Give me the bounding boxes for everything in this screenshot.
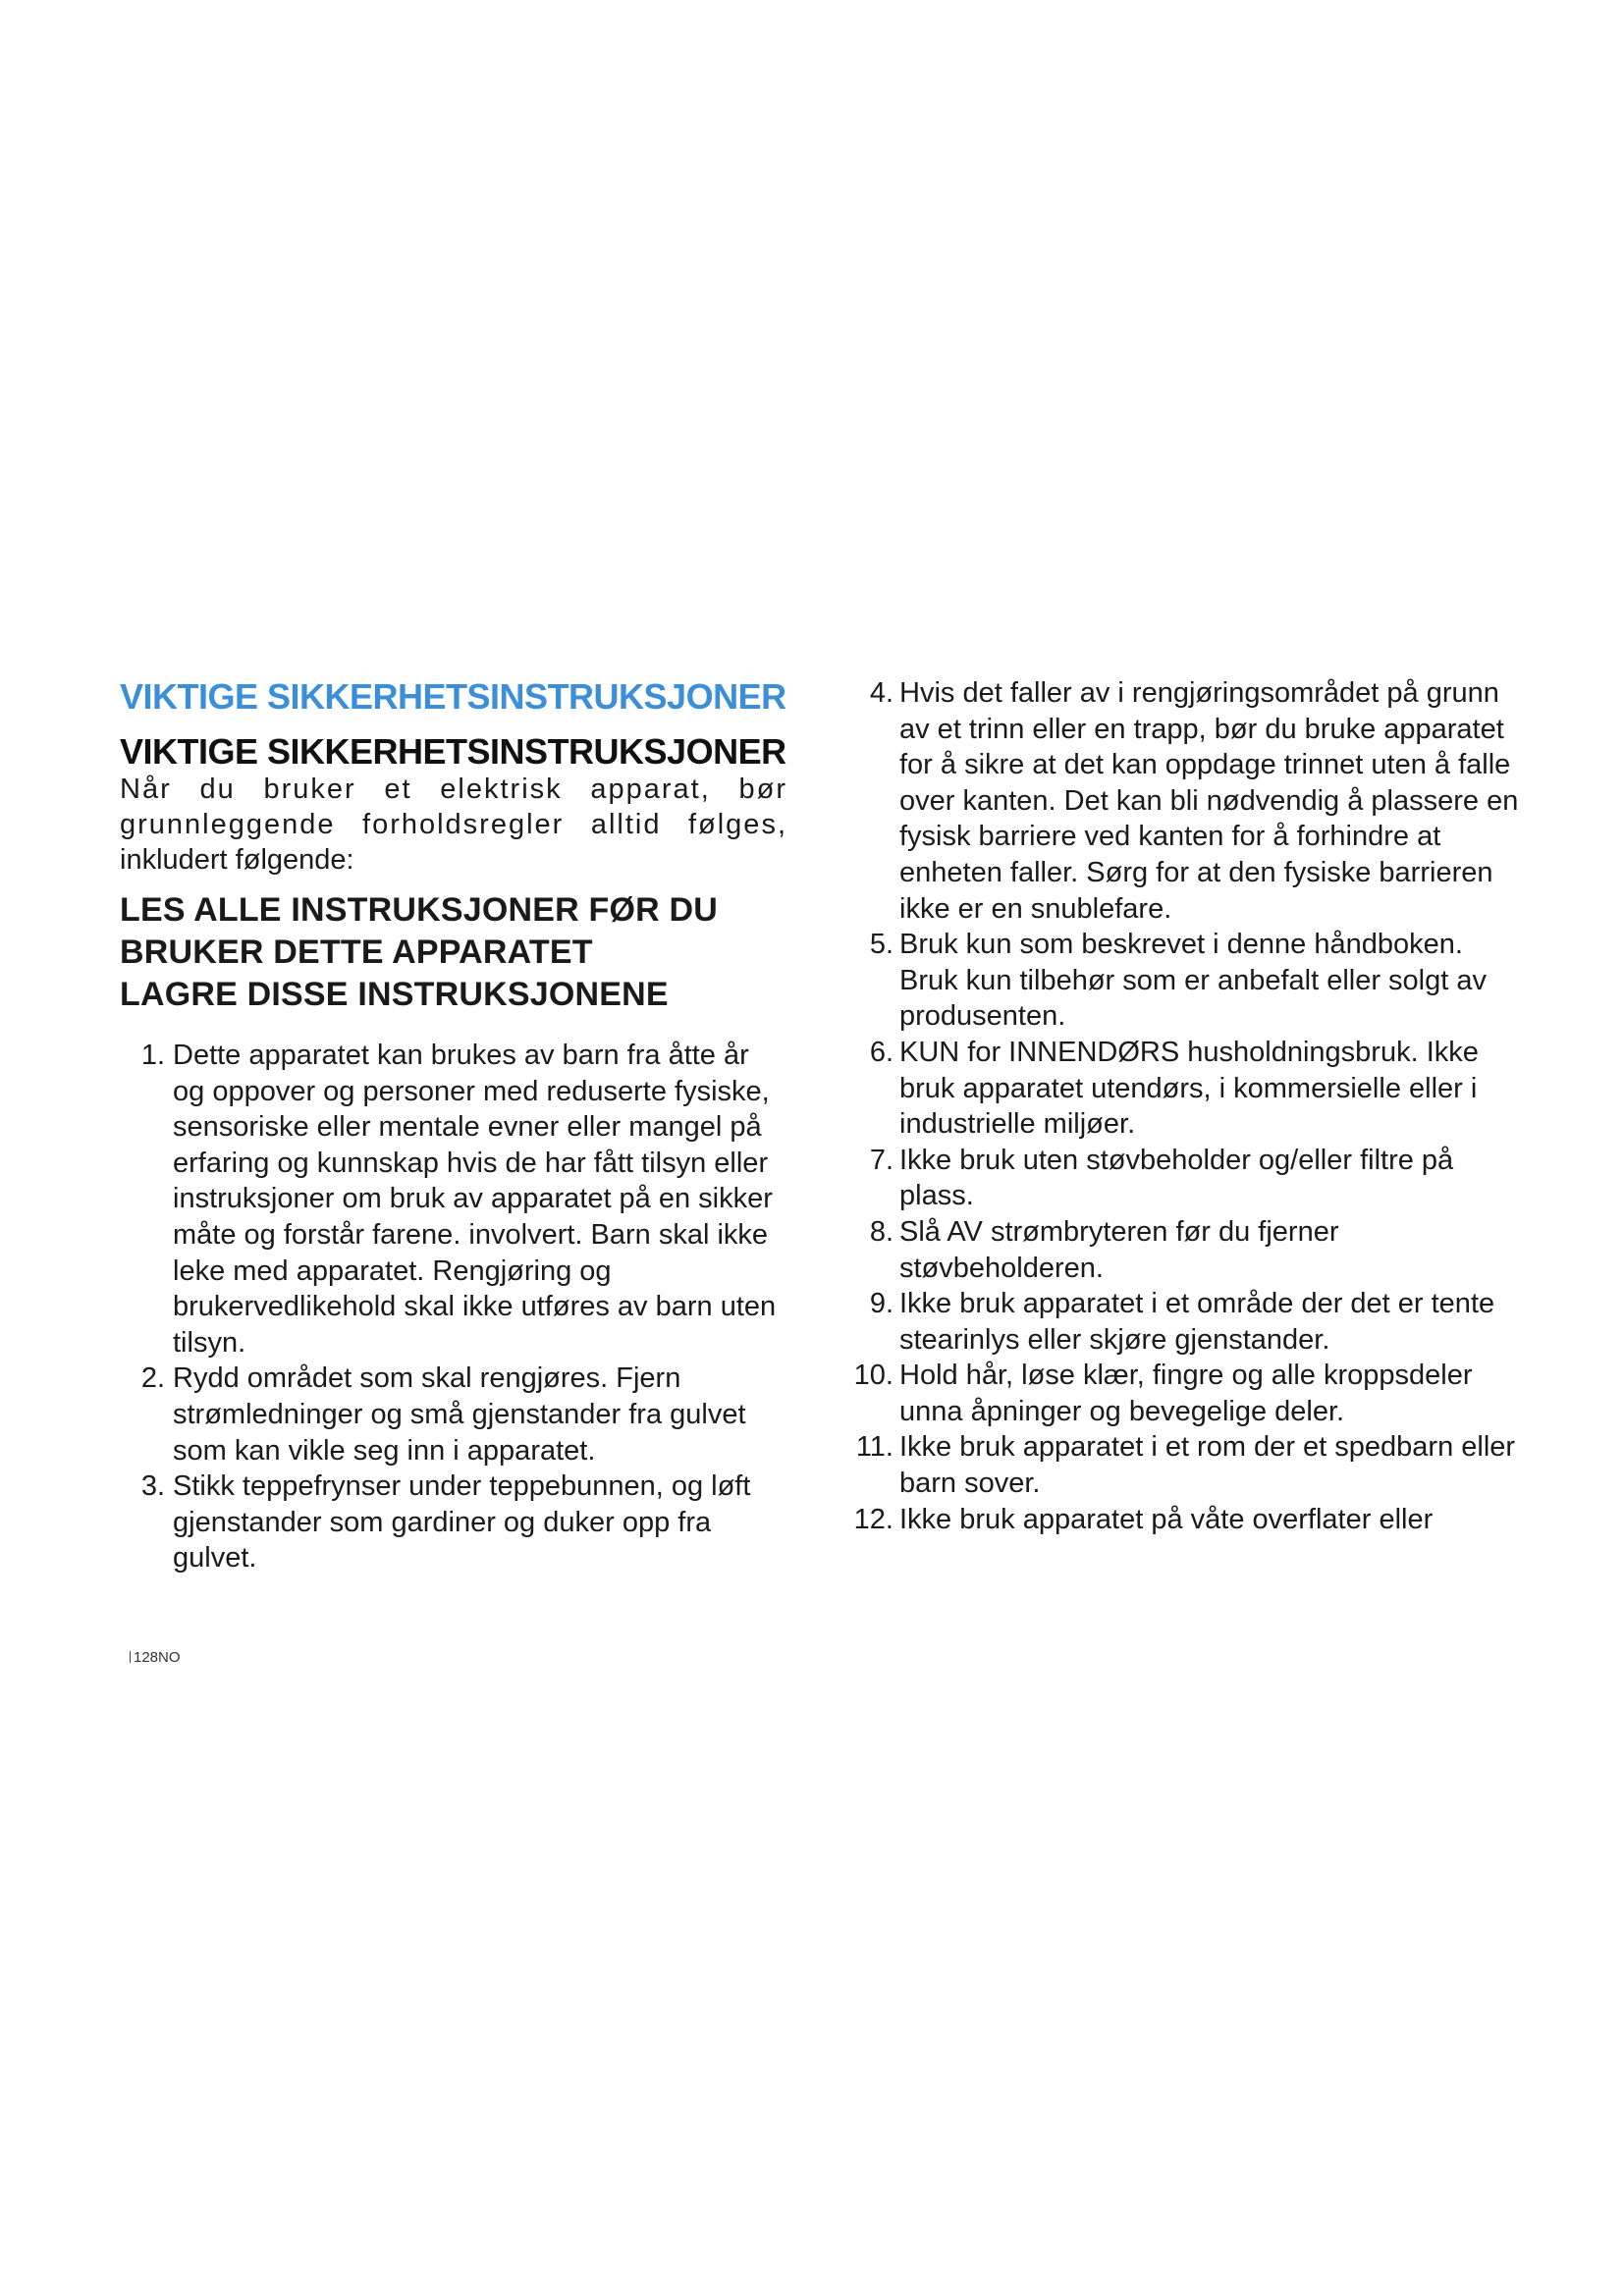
- section-title: VIKTIGE SIKKERHETSINSTRUKSJONER: [120, 731, 786, 772]
- item-number: 10.: [853, 1360, 893, 1392]
- item-text: Hold hår, løse klær, fingre og alle kroppsdeler unna åpninger og bevegelige deler.: [899, 1360, 1473, 1427]
- list-item: [846, 927, 1524, 1035]
- warning-read-line-1: LES ALLE INSTRUKSJONER FØR DU: [120, 891, 719, 929]
- item-number: 11.: [855, 1431, 893, 1464]
- intro-line-1: Når du bruker et elektrisk apparat, bør: [120, 774, 787, 805]
- item-number: 9.: [869, 1288, 893, 1320]
- list-item: [120, 1038, 787, 1361]
- list-item: [846, 1214, 1524, 1286]
- item-number: 5.: [869, 929, 893, 961]
- item-number: 2.: [140, 1362, 165, 1395]
- instruction-list-right: [846, 675, 1524, 1537]
- item-number: 8.: [869, 1215, 893, 1248]
- page-number: 128NO: [134, 1649, 181, 1666]
- item-text: Slå AV strømbryteren før du fjerner støvbeholderen.: [899, 1215, 1339, 1284]
- item-number: 3.: [140, 1470, 165, 1503]
- item-text: Hvis det faller av i rengjøringsområdet på grunn av et trinn eller en trapp, bør du bruke apparatet for å sikre at det kan oppdage trinnet uten å falle over kanten. Det kan bli nødvendig å plassere en fysisk barriere ved kanten for å forhindre at enheten faller. Sørg for at den fysiske barrieren ikke er en snublefare.: [899, 677, 1519, 925]
- list-item: [120, 1361, 787, 1468]
- instruction-list-left: [120, 1038, 787, 1576]
- item-text: Ikke bruk uten støvbeholder og/eller filtre på plass.: [899, 1144, 1454, 1212]
- item-number: 6.: [869, 1036, 893, 1068]
- warning-save: LAGRE DISSE INSTRUKSJONENE: [120, 976, 669, 1013]
- list-item: [846, 1358, 1524, 1429]
- item-number: 4.: [869, 677, 893, 709]
- intro-line-2: grunnleggende forholdsregler alltid følges,: [120, 809, 787, 840]
- item-text: KUN for INNENDØRS husholdningsbruk. Ikke bruk apparatet utendørs, i kommersielle eller i industrielle miljøer.: [899, 1036, 1479, 1141]
- page-footer: [130, 1649, 181, 1666]
- list-item: [846, 1143, 1524, 1214]
- item-text: Bruk kun som beskrevet i denne håndboken. Bruk kun tilbehør som er anbefalt eller solgt av produsenten.: [899, 929, 1487, 1033]
- item-text: Ikke bruk apparatet på våte overflater eller: [899, 1503, 1434, 1535]
- list-item: [846, 675, 1524, 927]
- warning-read-line-2: BRUKER DETTE APPARATET: [120, 934, 593, 971]
- footer-divider: [130, 1651, 131, 1663]
- intro-line-3: inkludert følgende:: [120, 844, 354, 876]
- list-item: [846, 1035, 1524, 1143]
- item-text: Stikk teppefrynser under teppebunnen, og løft gjenstander som gardiner og duker opp fra gulvet.: [173, 1470, 751, 1575]
- item-text: Dette apparatet kan brukes av barn fra åtte år og oppover og personer med reduserte fysiske, sensoriske eller mentale evner eller mangel på erfaring og kunnskap hvis de har fått tilsyn eller instruksjoner om bruk av apparatet på en sikker måte og forstår farene. involvert. Barn skal ikke leke med apparatet. Rengjøring og brukervedlikehold skal ikke utføres av barn uten tilsyn.: [173, 1040, 777, 1359]
- right-column: [846, 675, 1524, 1537]
- item-number: 12.: [853, 1503, 893, 1535]
- item-number: 1.: [140, 1040, 165, 1071]
- list-item: [120, 1468, 787, 1576]
- left-column: [120, 675, 787, 1576]
- item-text: Ikke bruk apparatet i et rom der et spedbarn eller barn sover.: [899, 1431, 1516, 1500]
- list-item: [846, 1502, 1524, 1538]
- item-text: Ikke bruk apparatet i et område der det er tente stearinlys eller skjøre gjenstander.: [899, 1288, 1495, 1356]
- item-text: Rydd området som skal rengjøres. Fjern strømledninger og små gjenstander fra gulvet som kan vikle seg inn i apparatet.: [173, 1362, 746, 1467]
- section-title-blue: VIKTIGE SIKKERHETSINSTRUKSJONER: [120, 676, 786, 717]
- list-item: [846, 1429, 1524, 1501]
- list-item: [846, 1286, 1524, 1358]
- item-number: 7.: [869, 1144, 893, 1176]
